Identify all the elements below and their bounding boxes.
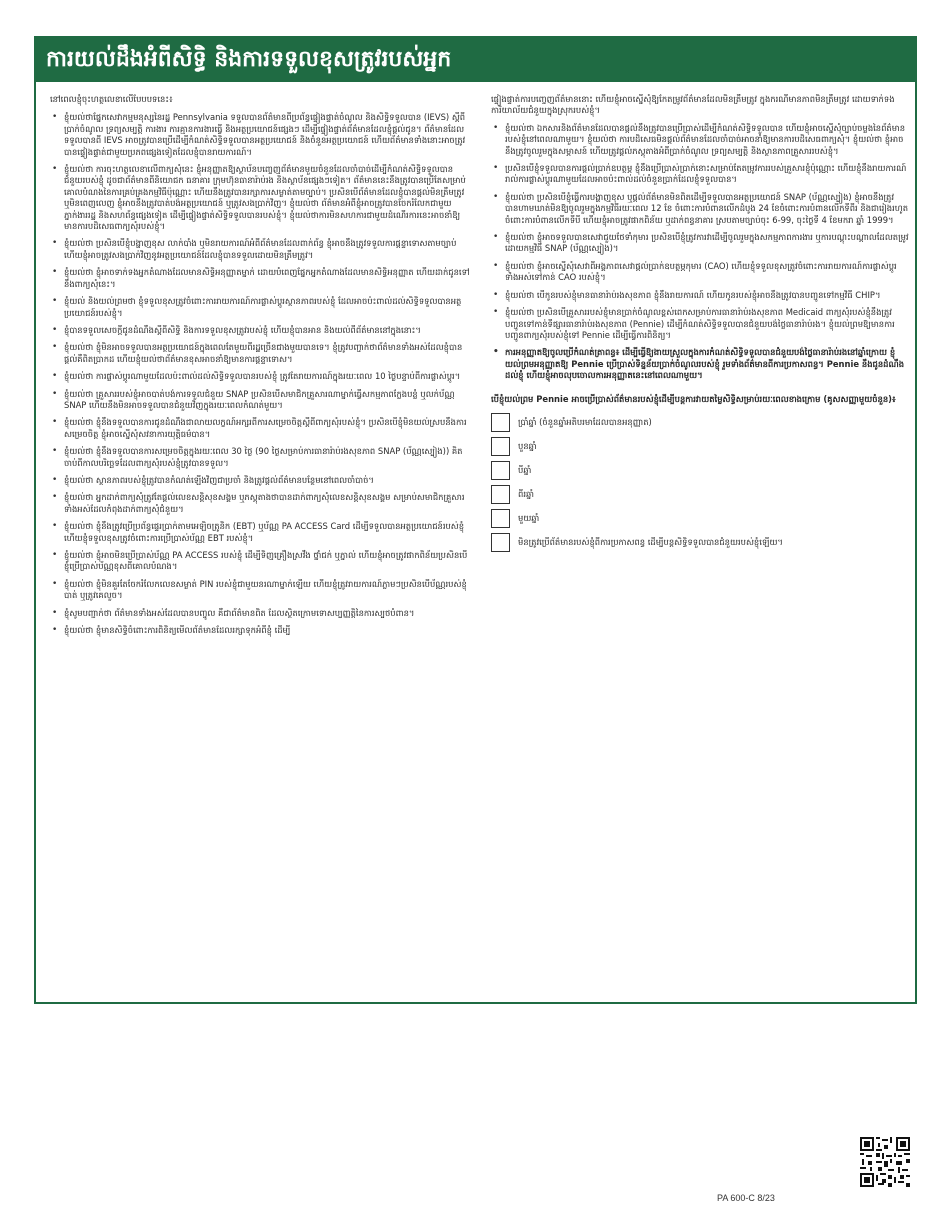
- option-label: ពីរឆ្នាំ: [518, 489, 534, 500]
- section-title: ការយល់ដឹងអំពីសិទ្ធិ និងការទទួលខុសត្រូវរបស់អ្នក: [36, 38, 915, 82]
- list-item: • ខ្ញុំយល់ថា ខ្ញុំនឹងទទួលបានការជូនដំណឹងជាលាយលក្ខណ៍អក្សរពីការសម្រេចចិត្តស្តីពីពាក្យសុំរបស់ខ្ញុំ។ ប្រសិនបើខ្ញុំមិនយល់ស្របនឹងការសម្រេចចិត្ត ខ្ញុំអាចស្នើសុំសវនាការយុត្តិធម៌បាន។: [50, 417, 470, 440]
- list-item: • ខ្ញុំយល់ថា ស្ថានភាពរបស់ខ្ញុំត្រូវបានកំណត់ឡើងវិញជាប្រចាំ និងត្រូវផ្តល់ព័ត៌មានបន្ថែមនៅពេលចាំបាច់។: [50, 475, 470, 486]
- option-four-years: [491, 435, 909, 459]
- renewal-options: [491, 394, 909, 555]
- list-item: • ខ្ញុំយល់ថា ខ្ញុំមិនអាចទទួលបានអត្ថប្រយោជន៍ក្នុងពេលតែមួយពីរដ្ឋច្រើនជាងមួយបានទេ។ ខ្ញុំត្រូវបញ្ជាក់ថាព័ត៌មានទាំងអស់ដែលខ្ញុំបានផ្តល់គឺពិតប្រាកដ ហើយខ្ញុំយល់ថាព័ត៌មានខុសអាចនាំឱ្យមានការផ្តន្ទាទោស។: [50, 342, 470, 365]
- option-two-years: [491, 483, 909, 507]
- list-item: • ខ្ញុំយល់ថា គ្រួសាររបស់ខ្ញុំអាចបាត់បង់ការទទួលជំនួយ SNAP ប្រសិនបើសមាជិកគ្រួសារណាម្នាក់ធ្វើសកម្មភាពក្លែងបន្លំ ឬលក់ប័ណ្ណ SNAP ហើយនឹងមិនអាចទទួលបានជំនួយវិញក្នុងរយៈពេលកំណត់មួយ។: [50, 389, 470, 412]
- option-label: មិនត្រូវប្រើព័ត៌មានរបស់ខ្ញុំពីការប្រកាសពន្ធ ដើម្បីបន្តសិទ្ធិទទួលបានជំនួយរបស់ខ្ញុំឡើយ។: [518, 537, 783, 548]
- list-item: • ខ្ញុំយល់ថាផ្នែកសេវាកម្មមនុស្សនៃរដ្ឋ Pennsylvania ទទួលបានព័ត៌មានពីប្រព័ន្ធផ្ទៀងផ្ទាត់ចំណូល និងសិទ្ធិទទួលបាន (IEVS) ស្តីពីប្រាក់ចំណូល ទ្រព្យសម្បត្តិ ការងារ ការគ្មានការងារធ្វើ និងអត្ថប្រយោជន៍ផ្សេងៗ ដើម្បីផ្ទៀងផ្ទាត់ព័ត៌មានដែលខ្ញុំផ្តល់ជូន។ ព័ត៌មានដែលទទួលបានពី IEVS អាចត្រូវបានប្រើដើម្បីកំណត់សិទ្ធិទទួលបានអត្ថប្រយោជន៍ និងចំនួនអត្ថប្រយោជន៍ ហើយព័ត៌មានទាំងនោះអាចត្រូវបានផ្ទៀងផ្ទាត់ជាមួយប្រភពផ្សេងទៀតដែលខ្ញុំបានរាយការណ៍។: [50, 112, 470, 158]
- list-item: • ខ្ញុំយល់ថា ប្រសិនបើខ្ញុំបង្ហាញខុស លាក់បាំង ឬមិនរាយការណ៍អំពីព័ត៌មានដែលពាក់ព័ន្ធ ខ្ញុំអាចនឹងត្រូវទទួលការផ្តន្ទាទោសតាមច្បាប់ ហើយខ្ញុំអាចត្រូវសងប្រាក់វិញនូវអត្ថប្រយោជន៍ដែលខ្ញុំបានទទួលដោយមិនត្រឹមត្រូវ។: [50, 238, 470, 261]
- list-item: • ខ្ញុំយល់ថា អ្នកដាក់ពាក្យសុំត្រូវតែផ្តល់លេខសន្តិសុខសង្គម ឬភស្តុតាងថាបានដាក់ពាក្យសុំលេខសន្តិសុខសង្គម សម្រាប់សមាជិកគ្រួសារទាំងអស់ដែលកំពុងដាក់ពាក្យសុំជំនួយ។: [50, 492, 470, 515]
- checkbox-five-years[interactable]: [491, 413, 510, 432]
- option-label: បួនឆ្នាំ: [518, 441, 537, 452]
- option-label: ប្រាំឆ្នាំ (ចំនួនឆ្នាំអតិបរមាដែលបានអនុញ្ញាត): [518, 417, 652, 428]
- checkbox-two-years[interactable]: [491, 485, 510, 504]
- list-item: • ខ្ញុំយល់ថា ខ្ញុំអាចមិនប្រើប្រាស់ប័ណ្ណ PA ACCESS របស់ខ្ញុំ ដើម្បីទិញគ្រឿងស្រវឹង ថ្នាំជក់ ឬភ្នាល់ ហើយខ្ញុំអាចត្រូវផាកពិន័យប្រសិនបើខ្ញុំប្រើប្រាស់ប័ណ្ណខុសពីគោលបំណង។: [50, 550, 470, 573]
- option-five-years: [491, 411, 909, 435]
- tax-consent-item: • ការអនុញ្ញាតឱ្យចូលប្រើកំណត់ត្រាពន្ធ៖ ដើម្បីធ្វើឱ្យងាយស្រួលក្នុងការកំណត់សិទ្ធិទទួលបានជំនួយបង់ថ្លៃធានារ៉ាប់រងនៅឆ្នាំក្រោយ ខ្ញុំយល់ព្រមអនុញ្ញាតឱ្យ Pennie ប្រើប្រាស់ទិន្នន័យប្រាក់ចំណូលរបស់ខ្ញុំ រួមទាំងព័ត៌មានពីការប្រកាសពន្ធ។ Pennie នឹងជូនដំណឹងដល់ខ្ញុំ ហើយខ្ញុំអាចលុបចោលការអនុញ្ញាតនេះនៅពេលណាមួយ។: [491, 347, 909, 381]
- left-statement-list: [50, 112, 470, 636]
- right-column: [491, 94, 909, 994]
- option-three-years: [491, 459, 909, 483]
- checkbox-one-year[interactable]: [491, 509, 510, 528]
- renewal-question: បើខ្ញុំយល់ព្រម Pennie អាចប្រើប្រាស់ព័ត៌មានរបស់ខ្ញុំដើម្បីបន្តការវាយតម្លៃសិទ្ធិសម្រាប់រយៈពេលខាងក្រោម (គូសសញ្ញាមួយចំនួន)៖: [491, 393, 896, 404]
- left-column: [50, 94, 470, 994]
- option-do-not-use: [491, 531, 909, 555]
- checkbox-do-not-use[interactable]: [491, 533, 510, 552]
- list-item: • ខ្ញុំយល់ថា ខ្ញុំនឹងត្រូវប្រើប្រព័ន្ធផ្ទេរប្រាក់តាមអេឡិចត្រូនិក (EBT) ឬប័ណ្ណ PA ACCESS Card ដើម្បីទទួលបានអត្ថប្រយោជន៍របស់ខ្ញុំ ហើយខ្ញុំទទួលខុសត្រូវចំពោះការប្រើប្រាស់ប័ណ្ណ EBT របស់ខ្ញុំ។: [50, 521, 470, 544]
- list-item: • ខ្ញុំយល់ថា ខ្ញុំនឹងទទួលបានការសម្រេចចិត្តក្នុងរយៈពេល 30 ថ្ងៃ (90 ថ្ងៃសម្រាប់ការធានារ៉ាប់រងសុខភាព SNAP (ប័ណ្ណស្បៀង)) គិតចាប់ពីកាលបរិច្ឆេទដែលពាក្យសុំរបស់ខ្ញុំត្រូវបានទទួល។: [50, 446, 470, 469]
- option-label: បីឆ្នាំ: [518, 465, 532, 476]
- form-number: PA 600-C 8/23: [717, 1193, 775, 1203]
- list-item: • ខ្ញុំយល់ថា បើកូនរបស់ខ្ញុំមានធានារ៉ាប់រងសុខភាព ខ្ញុំនឹងរាយការណ៍ ហើយកូនរបស់ខ្ញុំអាចនឹងត្រូវបានបញ្ជូនទៅកម្មវិធី CHIP។: [491, 290, 909, 301]
- list-item: • ខ្ញុំសូមបញ្ជាក់ថា ព័ត៌មានទាំងអស់ដែលបានបញ្ចូល គឺជាព័ត៌មានពិត ដែលស្ថិតក្រោមទោសប្បញ្ញត្តិនៃការស្បថបំពាន។: [50, 608, 470, 619]
- list-item: • ខ្ញុំយល់ថា ខ្ញុំអាចទាក់ទងអ្នកតំណាងដែលមានសិទ្ធិអនុញ្ញាតម្នាក់ ដោយបំពេញផ្នែកអ្នកតំណាងដែលមានសិទ្ធិអនុញ្ញាត ហើយដាក់ជូនទៅនឹងពាក្យសុំនេះ។: [50, 267, 470, 290]
- option-one-year: [491, 507, 909, 531]
- continued-text: ផ្ទៀងផ្ទាត់ការបញ្ចេញព័ត៌មាននោះ ហើយខ្ញុំអាចស្នើសុំឱ្យកែតម្រូវព័ត៌មានដែលមិនត្រឹមត្រូវ ក្នុងករណីមានភាពមិនត្រឹមត្រូវ ដោយទាក់ទងការិយាល័យជំនួយក្នុងស្រុករបស់ខ្ញុំ។: [491, 94, 895, 116]
- list-item: • ខ្ញុំយល់ថា ខ្ញុំមិនគួរតែចែករំលែកលេខសម្ងាត់ PIN របស់ខ្ញុំជាមួយនរណាម្នាក់ឡើយ ហើយខ្ញុំត្រូវរាយការណ៍ភ្លាមៗប្រសិនបើប័ណ្ណរបស់ខ្ញុំបាត់ ឬត្រូវគេលួច។: [50, 579, 470, 602]
- list-item: • ខ្ញុំយល់ថា ការផ្លាស់ប្តូរណាមួយដែលប៉ះពាល់ដល់សិទ្ធិទទួលបានរបស់ខ្ញុំ ត្រូវតែរាយការណ៍ក្នុងរយៈពេល 10 ថ្ងៃបន្ទាប់ពីការផ្លាស់ប្តូរ។: [50, 371, 470, 382]
- checkbox-three-years[interactable]: [491, 461, 510, 480]
- right-statement-list: [491, 94, 909, 382]
- rights-section-frame: [34, 36, 917, 1004]
- list-item: • ប្រសិនបើខ្ញុំទទួលបានការផ្តល់ប្រាក់ឧបត្ថម្ភ ខ្ញុំនឹងប្រើប្រាស់ប្រាក់នោះសម្រាប់តែតម្រូវការរបស់គ្រួសារខ្ញុំប៉ុណ្ណោះ ហើយខ្ញុំនឹងរាយការណ៍រាល់ការផ្លាស់ប្តូរណាមួយដែលអាចប៉ះពាល់ដល់ចំនួនប្រាក់ដែលខ្ញុំទទួលបាន។: [491, 163, 909, 186]
- list-item: • ខ្ញុំយល់ថា ខ្ញុំអាចទទួលបានសេវាជួយថែទាំកុមារ ប្រសិនបើខ្ញុំត្រូវការវាដើម្បីចូលរួមក្នុងសកម្មភាពការងារ ឬការបណ្តុះបណ្តាលដែលតម្រូវដោយកម្មវិធី SNAP (ប័ណ្ណស្បៀង)។: [491, 232, 909, 255]
- checkbox-four-years[interactable]: [491, 437, 510, 456]
- qr-code-icon: [860, 1137, 910, 1187]
- list-item: • ខ្ញុំបានទទួលសេចក្តីជូនដំណឹងស្តីពីសិទ្ធិ និងការទទួលខុសត្រូវរបស់ខ្ញុំ ហើយខ្ញុំបានអាន និងយល់ពីព័ត៌មាននៅក្នុងនោះ។: [50, 325, 470, 336]
- list-item: • ខ្ញុំយល់ថា ឯកសារនិងព័ត៌មានដែលបានផ្តល់នឹងត្រូវបានប្រើប្រាស់ដើម្បីកំណត់សិទ្ធិទទួលបាន ហើយខ្ញុំអាចស្នើសុំច្បាប់ចម្លងនៃព័ត៌មានរបស់ខ្ញុំនៅពេលណាមួយ។ ខ្ញុំយល់ថា ការបដិសេធមិនផ្តល់ព័ត៌មានដែលចាំបាច់អាចនាំឱ្យមានការបដិសេធពាក្យសុំ។ ខ្ញុំយល់ថា ខ្ញុំអាចនឹងត្រូវចូលរួមក្នុងសម្ភាសន៍ ហើយត្រូវផ្តល់ភស្តុតាងអំពីប្រាក់ចំណូល ទ្រព្យសម្បត្តិ និងស្ថានភាពគ្រួសាររបស់ខ្ញុំ។: [491, 123, 909, 157]
- option-label: មួយឆ្នាំ: [518, 513, 540, 524]
- list-item: • ខ្ញុំយល់ថា ខ្ញុំអាចស្នើសុំសេវាពីអង្គភាពសេវាផ្តល់ប្រាក់ឧបត្ថម្ភកុមារ (CAO) ហើយខ្ញុំទទួលខុសត្រូវចំពោះការរាយការណ៍ការផ្លាស់ប្តូរទាំងអស់ទៅកាន់ CAO របស់ខ្ញុំ។: [491, 261, 909, 284]
- list-item: • ខ្ញុំយល់ថា ប្រសិនបើគ្រួសាររបស់ខ្ញុំមានប្រាក់ចំណូលខ្ពស់ពេកសម្រាប់ការធានារ៉ាប់រងសុខភាព Medicaid ពាក្យសុំរបស់ខ្ញុំនឹងត្រូវបញ្ជូនទៅកាន់ទីផ្សារធានារ៉ាប់រងសុខភាព (Pennie) ដើម្បីកំណត់សិទ្ធិទទួលបានជំនួយបង់ថ្លៃធានារ៉ាប់រង។ ខ្ញុំយល់ព្រមឱ្យមានការបញ្ជូនពាក្យសុំរបស់ខ្ញុំទៅ Pennie ដើម្បីធ្វើការពិនិត្យ។: [491, 307, 909, 341]
- list-item: • ខ្ញុំយល់ថា ប្រសិនបើខ្ញុំធ្វើការបង្ហាញខុស ឬផ្តល់ព័ត៌មានមិនពិតដើម្បីទទួលបានអត្ថប្រយោជន៍ SNAP (ប័ណ្ណស្បៀង) ខ្ញុំអាចនឹងត្រូវបានហាមឃាត់មិនឱ្យចូលរួមក្នុងកម្មវិធីរយៈពេល 12 ខែ ចំពោះការបំពានលើកដំបូង 24 ខែចំពោះការបំពានលើកទីពីរ និងជារៀងរហូតចំពោះការបំពានលើកទីបី ហើយខ្ញុំអាចត្រូវផាកពិន័យ ឬដាក់ពន្ធនាគារ ស្របតាមច្បាប់ចុះ 6-99, ចុះថ្ងៃទី 4 ខែមករា ឆ្នាំ 1999។: [491, 192, 909, 226]
- list-item: • ខ្ញុំយល់ថា ការចុះហត្ថលេខាលើពាក្យសុំនេះ ខ្ញុំអនុញ្ញាតឱ្យស្ថាប័នបញ្ចេញព័ត៌មានមួយចំនួនដែលចាំបាច់ដើម្បីកំណត់សិទ្ធិទទួលបានជំនួយរបស់ខ្ញុំ ដូចជាព័ត៌មានពីនិយោជក ធនាគារ ក្រុមហ៊ុនធានារ៉ាប់រង និងស្ថាប័នផ្សេងៗទៀត។ ព័ត៌មាននេះនឹងត្រូវបានប្រើតែសម្រាប់គោលបំណងនៃការគ្រប់គ្រងកម្មវិធីប៉ុណ្ណោះ ហើយនឹងត្រូវបានរក្សាការសម្ងាត់តាមច្បាប់។ ប្រសិនបើព័ត៌មានដែលខ្ញុំបានផ្តល់មិនត្រឹមត្រូវ ឬមិនពេញលេញ ខ្ញុំអាចនឹងត្រូវបាត់បង់អត្ថប្រយោជន៍ ឬត្រូវសងប្រាក់វិញ។ ខ្ញុំយល់ថា ព័ត៌មានអំពីខ្ញុំអាចត្រូវបានចែករំលែកជាមួយភ្នាក់ងាររដ្ឋ និងសហព័ន្ធផ្សេងទៀត ដើម្បីផ្ទៀងផ្ទាត់សិទ្ធិទទួលបានរបស់ខ្ញុំ។ ខ្ញុំយល់ថាការមិនសហការជាមួយដំណើរការនេះអាចនាំឱ្យមានការបដិសេធពាក្យសុំរបស់ខ្ញុំ។: [50, 164, 470, 232]
- intro-text: នៅពេលខ្ញុំចុះហត្ថលេខាលើបែបបទនេះ៖: [50, 94, 173, 104]
- list-item: • ខ្ញុំយល់ និងយល់ព្រមថា ខ្ញុំទទួលខុសត្រូវចំពោះការរាយការណ៍ការផ្លាស់ប្តូរស្ថានភាពរបស់ខ្ញុំ ដែលអាចប៉ះពាល់ដល់សិទ្ធិទទួលបានអត្ថប្រយោជន៍របស់ខ្ញុំ។: [50, 296, 470, 319]
- list-item: • ខ្ញុំយល់ថា ខ្ញុំមានសិទ្ធិចំពោះការពិនិត្យមើលព័ត៌មានដែលរក្សាទុកអំពីខ្ញុំ ដើម្បី: [50, 625, 470, 636]
